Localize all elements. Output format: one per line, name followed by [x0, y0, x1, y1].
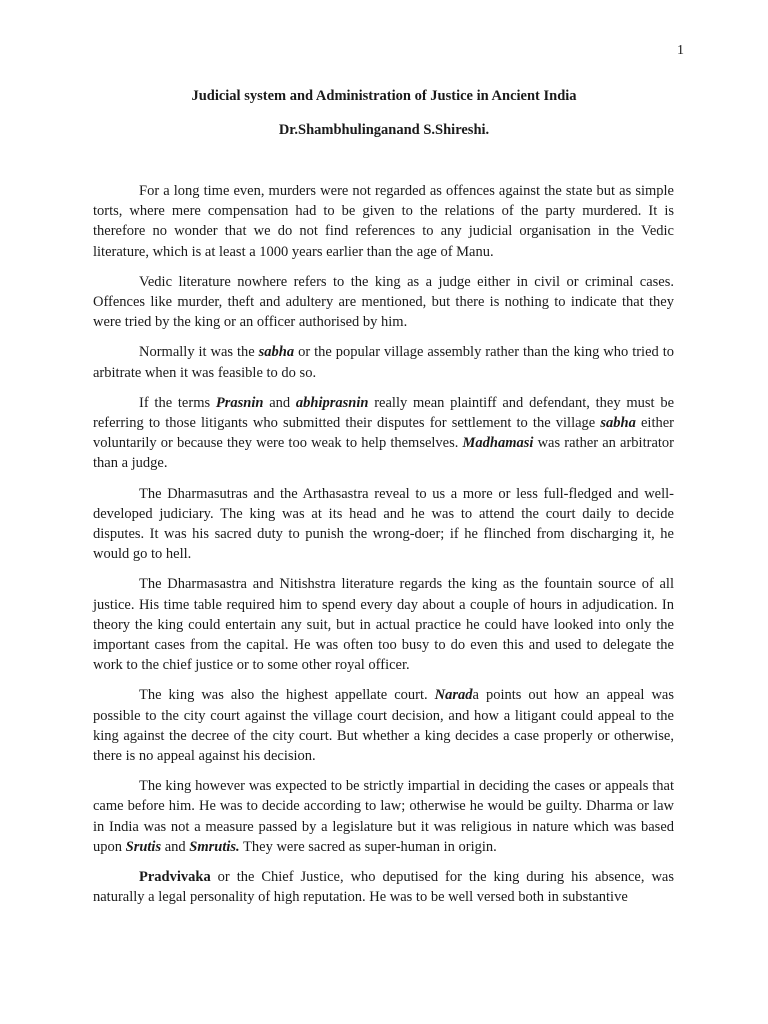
paragraph-3: Normally it was the sabha or the popular village assembly rather than the king who tried to arbitrate when it was feasible to do so.	[93, 344, 674, 381]
paragraph-2: Vedic literature nowhere refers to the king as a judge either in civil or criminal cases. Offences like murder, theft and adultery are mentioned, but there is nothing to indicate that they were tried by the king or an officer authorised by him.	[93, 273, 674, 331]
term-sabha: sabha	[600, 415, 636, 432]
paragraph-4: If the terms Prasnin and abhiprasnin really mean plaintiff and defendant, they must be referring to those litigants who submitted their disputes for settlement to the village sabha either voluntarily or because they were too weak to help themselves. Madhamasi was rather an arbitrator than a judge.	[93, 394, 675, 472]
document-body	[93, 181, 674, 918]
paragraph-8: The king however was expected to be strictly impartial in deciding the cases or appeals that came before him. He was to decide according to law; otherwise he would be guilty. Dharma or law in India was not a measure passed by a legislature but it was religious in nature which was based upon Srutis and Smrutis. They were sacred as super-human in origin.	[93, 778, 674, 855]
term-madhamasi: Madhamasi	[462, 435, 534, 452]
term-sabha: sabha	[258, 344, 295, 361]
term-abhiprasnin: abhiprasnin	[295, 394, 369, 411]
paragraph-9: Pradvivaka or the Chief Justice, who deputised for the king during his absence, was naturally a legal personality of high reputation. He was to be well versed both in substantive	[93, 869, 674, 906]
page-number: 1	[677, 43, 684, 58]
paragraph-7: The king was also the highest appellate court. Narada points out how an appeal was possible to the city court against the village court decision, and how a litigant could appeal to the king against the decree of the city court. But whether a king decides a case properly or otherwise, there is no appeal against his decision.	[93, 687, 674, 765]
term-srutis: Srutis	[125, 838, 162, 855]
term-narada: Narad	[434, 687, 473, 704]
document-author: Dr.Shambhulinganand S.Shireshi.	[278, 122, 490, 138]
term-prasnin: Prasnin	[215, 394, 264, 411]
document-title: Judicial system and Administration of Justice in Ancient India	[191, 88, 577, 104]
term-pradvivaka: Pradvivaka	[139, 869, 211, 886]
term-smrutis: Smrutis.	[189, 838, 240, 855]
paragraph-1: For a long time even, murders were not regarded as offences against the state but as simple torts, where mere compensation had to be given to the relations of the party murdered. It is therefore no wonder that we do not find references to any judicial organisation in the Vedic literature, which is at least a 1000 years earlier than the age of Manu.	[93, 183, 674, 260]
paragraph-5: The Dharmasutras and the Arthasastra reveal to us a more or less full-fledged and well-developed judiciary. The king was at its head and he was to attend the court daily to decide disputes. It was his sacred duty to punish the wrong-doer; if he flinched from discharging it, he would go to hell.	[93, 485, 674, 563]
paragraph-6: The Dharmasastra and Nitishstra literature regards the king as the fountain source of all justice. His time table required him to spend every day about a couple of hours in adjudication. In theory the king could entertain any suit, but in actual practice he could have looked into only the important cases from the capital. He was often too busy to do even this and used to delegate the work to the chief justice or to some other royal officer.	[93, 576, 674, 674]
